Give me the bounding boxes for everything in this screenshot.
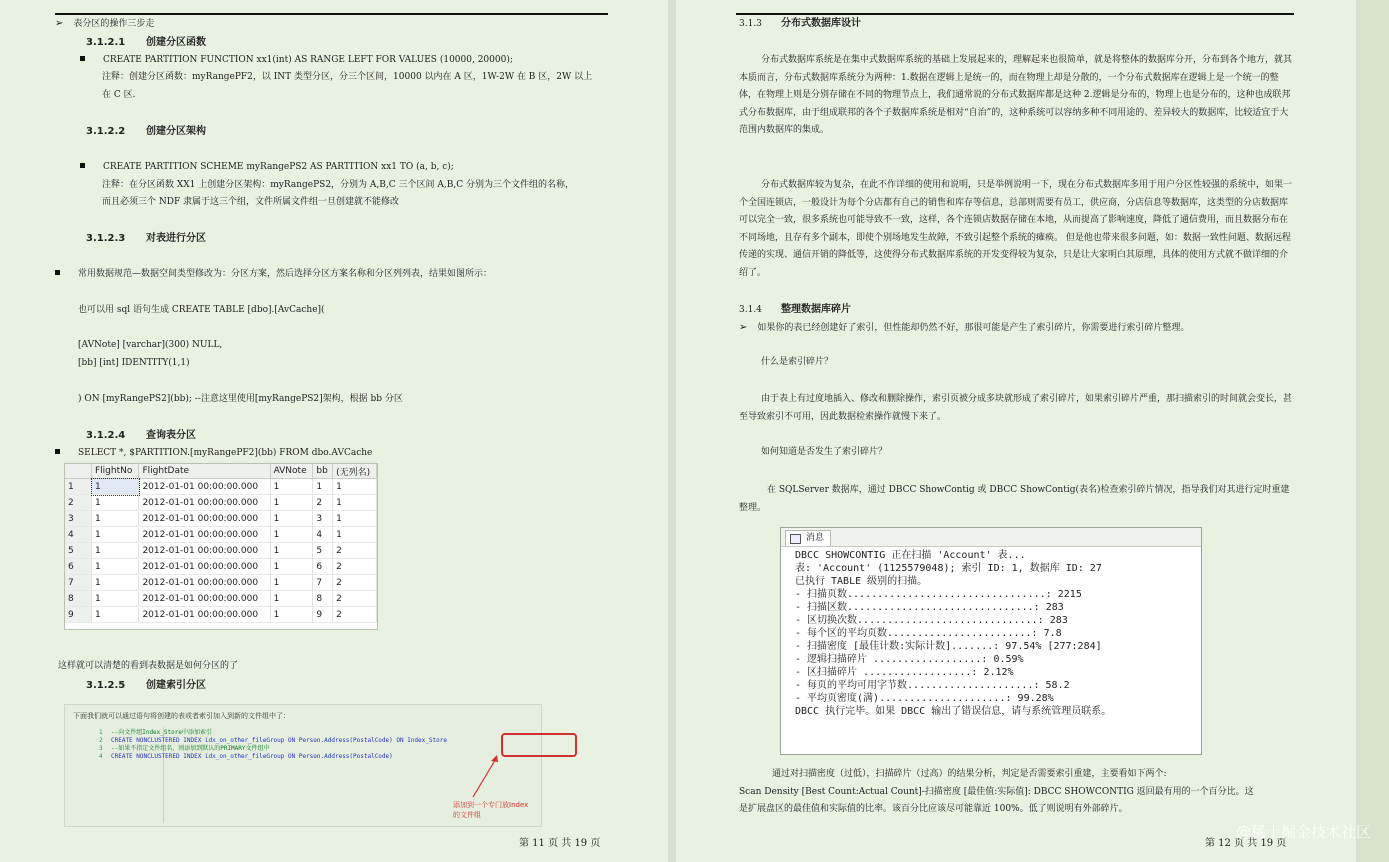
paragraph: 由于表上有过度地插入、修改和删除操作，索引页被分成多块就形成了索引碎片，如果索引碎片严重，那扫描索引的时间就会变长，甚至导致索引不可用，因此数据检索操作就慢下来了。 <box>739 394 1293 422</box>
grid-cell[interactable]: 2012-01-01 00:00:00.000 <box>139 479 270 495</box>
grid-cell[interactable]: 2012-01-01 00:00:00.000 <box>139 543 270 559</box>
grid-cell[interactable]: 8 <box>313 591 333 607</box>
grid-cell[interactable]: 1 <box>92 495 139 511</box>
message-line: DBCC 执行完毕。如果 DBCC 输出了错误信息，请与系统管理员联系。 <box>795 706 1112 717</box>
table-row[interactable] <box>65 511 377 527</box>
table-row[interactable] <box>65 527 377 543</box>
grid-cell[interactable]: 9 <box>313 607 333 623</box>
table-row[interactable] <box>65 575 377 591</box>
grid-cell[interactable]: 1 <box>333 527 377 543</box>
grid-cell[interactable]: 1 <box>333 495 377 511</box>
square-bullet-icon <box>55 449 60 454</box>
grid-cell[interactable]: 1 <box>270 479 313 495</box>
grid-cell[interactable]: 1 <box>92 511 139 527</box>
messages-window <box>780 527 1202 755</box>
create-partition-scheme-stmt: CREATE PARTITION SCHEME myRangePS2 AS PARTITION xx1 TO (a, b, c); <box>80 161 454 174</box>
grid-cell[interactable]: 2 <box>333 559 377 575</box>
grid-cell[interactable]: 1 <box>270 559 313 575</box>
row-number[interactable]: 3 <box>65 511 92 527</box>
row-number[interactable]: 7 <box>65 575 92 591</box>
message-line: - 平均页密度(满).....................: 99.28% <box>795 693 1054 704</box>
grid-cell[interactable]: 2 <box>333 591 377 607</box>
grid-cell[interactable]: 7 <box>313 575 333 591</box>
section-heading-3-1-3: 3.1.3 分布式数据库设计 <box>739 18 861 29</box>
table-row[interactable] <box>65 591 377 607</box>
grid-header-cell[interactable]: (无列名) <box>333 464 377 479</box>
message-line: - 扫描页数.................................: 2215 <box>795 589 1082 600</box>
grid-cell[interactable]: 1 <box>270 607 313 623</box>
grid-cell[interactable]: 2012-01-01 00:00:00.000 <box>139 559 270 575</box>
row-number[interactable]: 5 <box>65 543 92 559</box>
defrag-bullet: ➢ 如果你的表已经创建好了索引，但性能却仍然不好，那很可能是产生了索引碎片，你需要进行索引碎片整理。 <box>739 322 1190 333</box>
grid-cell[interactable]: 2012-01-01 00:00:00.000 <box>139 495 270 511</box>
grid-cell[interactable]: 2012-01-01 00:00:00.000 <box>139 591 270 607</box>
grid-cell[interactable]: 6 <box>313 559 333 575</box>
grid-cell[interactable]: 2 <box>333 543 377 559</box>
message-line: - 逻辑扫描碎片 ..................: 0.59% <box>795 654 1024 665</box>
page-footer: 第 11 页 共 19 页 <box>519 838 601 849</box>
message-line: DBCC SHOWCONTIG 正在扫描 'Account' 表... <box>795 550 1026 561</box>
sql-line: [bb] [int] IDENTITY(1,1) <box>78 358 190 368</box>
message-line: 已执行 TABLE 级别的扫描。 <box>795 576 928 587</box>
message-line: - 区切换次数..............................: 283 <box>795 615 1068 626</box>
partition-table-bullet: 常用数据规范—数据空间类型修改为：分区方案，然后选择分区方案名称和分区列列表，结果如图所示： <box>55 268 492 281</box>
note-line: 注释：创建分区函数：myRangePF2，以 INT 类型分区，分三个区间，10000 以内在 A 区，1W-2W 在 B 区，2W 以上 <box>102 72 593 82</box>
table-row[interactable] <box>65 495 377 511</box>
message-icon <box>790 534 801 544</box>
grid-cell[interactable]: 1 <box>333 511 377 527</box>
message-line: - 扫描密度 [最佳计数:实际计数].......: 97.54% [277:284] <box>795 641 1102 652</box>
question: 什么是索引碎片？ <box>761 357 834 367</box>
code-screenshot <box>64 704 542 827</box>
table-row[interactable] <box>65 559 377 575</box>
square-bullet-icon <box>80 56 85 61</box>
header-bullet: ➢ 表分区的操作三步走 <box>55 18 155 29</box>
section-heading-3-1-2-3: 3.1.2.3 对表进行分区 <box>86 233 206 244</box>
grid-cell[interactable]: 1 <box>313 479 333 495</box>
header-rule <box>55 13 608 15</box>
grid-header-cell[interactable]: FlightNo <box>92 464 139 479</box>
grid-cell[interactable]: 1 <box>92 527 139 543</box>
document-page-11 <box>0 0 668 862</box>
sql-line: ) ON [myRangePS2](bb); --注意这里使用[myRangePS2]架构，根据 bb 分区 <box>78 394 403 404</box>
create-partition-function-stmt: CREATE PARTITION FUNCTION xx1(int) AS RANGE LEFT FOR VALUES (10000, 20000); <box>80 54 513 67</box>
message-line: - 每个区的平均页数........................: 7.8 <box>795 628 1062 639</box>
square-bullet-icon <box>55 270 60 275</box>
grid-cell[interactable]: 2012-01-01 00:00:00.000 <box>139 527 270 543</box>
note-line: 注释：在分区函数 XX1 上创建分区架构：myRangePS2，分别为 A,B,C 三个区间 A,B,C 分别为三个文件组的名称， <box>102 180 574 190</box>
page-footer: 第 12 页 共 19 页 <box>1205 838 1287 849</box>
callout-note: 添加到一个专门放Index 的文件组 <box>453 801 529 819</box>
section-heading-3-1-2-1: 3.1.2.1 创建分区函数 <box>86 37 206 48</box>
code-line: 4 CREATE NONCLUSTERED INDEX idx_on_other_fileGroup ON Person.Address(PostalCode) <box>99 753 393 760</box>
grid-cell[interactable]: 1 <box>92 559 139 575</box>
grid-cell[interactable]: 2012-01-01 00:00:00.000 <box>139 575 270 591</box>
grid-cell[interactable]: 1 <box>92 543 139 559</box>
sql-line: [AVNote] [varchar](300) NULL, <box>78 340 223 350</box>
arrow-bullet-icon: ➢ <box>55 18 64 29</box>
code-caption: 下面我们就可以通过语句将创建的表或者索引加入到新的文件组中了： <box>73 712 290 720</box>
row-number[interactable]: 2 <box>65 495 92 511</box>
grid-cell[interactable]: 4 <box>313 527 333 543</box>
note-line: 在 C 区. <box>102 90 136 100</box>
row-number[interactable]: 4 <box>65 527 92 543</box>
paragraph: 分布式数据库较为复杂，在此不作详细的使用和说明，只是举例说明一下，现在分布式数据库多用于用户分区性较强的系统中，如果一个全国连锁店，一般设计为每个分店都有自己的销售和库存等信息，总部则需要有员工，供应商，分店信息等数据库，这类型的分店数据库可以完全一致，很多系统也可能导致不一致，这样，各个连锁店数据存储在本地，从而提高了影响速度，降低了通信费用，而且数据分布在不同场地，且存有多个副本，即使个别场地发生故障，不致引起整个系统的瘫痪。 但是他也带来很多问题，如：数据一致性问题、数据远程传递的实现、通信开销的降低等，这使得分布式数据库系统的开发变得较为复杂，只是让大家明白其原理，具体的使用方式就不做详细的介绍了。 <box>739 180 1293 278</box>
grid-cell[interactable]: 2012-01-01 00:00:00.000 <box>139 607 270 623</box>
row-number[interactable]: 1 <box>65 479 92 495</box>
table-row[interactable] <box>65 543 377 559</box>
section-heading-3-1-2-2: 3.1.2.2 创建分区架构 <box>86 126 206 137</box>
grid-cell[interactable]: 1 <box>92 479 139 495</box>
code-line: 3 --如果不指定文件组名，则添加到默认的PRIMARY文件组中 <box>99 745 270 752</box>
grid-cell[interactable]: 1 <box>270 527 313 543</box>
grid-header-cell[interactable]: bb <box>313 464 333 479</box>
message-line: 表: 'Account' (1125579048); 索引 ID: 1, 数据库 ID: 27 <box>795 563 1102 574</box>
grid-cell[interactable]: 2 <box>313 495 333 511</box>
paragraph: 分布式数据库系统是在集中式数据库系统的基础上发展起来的，理解起来也很简单，就是将整体的数据库分开，分布到各个地方，就其本质而言，分布式数据库系统分为两种：1.数据在逻辑上是统一的，而在物理上却是分散的，一个分布式数据库在逻辑上是一个统一的整体，在物理上则是分别存储在不同的物理节点上，我们通常说的分布式数据库都是这种 2.逻辑是分布的，物理上也是分布的，这种也成联邦式分布数据库，由于组成联邦的各个子数据库系统是相对“自治”的，这种系统可以容纳多种不同用途的、差异较大的数据库，比较适宜于大范围内数据库的集成。 <box>739 55 1293 136</box>
paragraph: 通过对扫描密度（过低），扫描碎片（过高）的结果分析，判定是否需要索引重建，主要看如下两个: <box>772 769 1167 779</box>
row-number[interactable]: 8 <box>65 591 92 607</box>
paragraph: 是扩展盘区的最佳值和实际值的比率。该百分比应该尽可能靠近 100%。低了则说明有外部碎片。 <box>739 804 1128 814</box>
square-bullet-icon <box>80 163 85 168</box>
section-heading-3-1-2-5: 3.1.2.5 创建索引分区 <box>86 680 206 691</box>
grid-cell[interactable]: 1 <box>92 591 139 607</box>
table-row[interactable] <box>65 607 377 623</box>
code-line: 1 --向文件组Index_Store中添加索引 <box>99 729 212 736</box>
message-line: - 区扫描碎片 ..................: 2.12% <box>795 667 1014 678</box>
grid-cell[interactable]: 2 <box>333 607 377 623</box>
grid-header-cell[interactable]: AVNote <box>270 464 313 479</box>
header-rule <box>736 13 1294 15</box>
table-row[interactable] <box>65 479 377 495</box>
sql-line: 也可以用 sql 语句生成 CREATE TABLE [dbo].[AvCache]( <box>78 305 325 315</box>
section-heading-3-1-2-4: 3.1.2.4 查询表分区 <box>86 430 196 441</box>
grid-cell[interactable]: 3 <box>313 511 333 527</box>
code-line: 2 CREATE NONCLUSTERED INDEX idx_on_other_fileGroup ON Person.Address(PostalCode) ON Index_Store <box>99 737 447 744</box>
row-number[interactable]: 9 <box>65 607 92 623</box>
grid-cell[interactable]: 1 <box>333 479 377 495</box>
grid-cell[interactable]: 1 <box>270 591 313 607</box>
messages-tabbar <box>781 528 1201 547</box>
grid-cell[interactable]: 1 <box>92 607 139 623</box>
paragraph: Scan Density [Best Count:Actual Count]-扫描密度 [最佳值:实际值]: DBCC SHOWCONTIG 返回最有用的一个百分比。这 <box>739 787 1254 797</box>
question: 如何知道是否发生了索引碎片？ <box>761 447 888 457</box>
grid-cell[interactable]: 1 <box>270 575 313 591</box>
tab-messages[interactable]: 消息 <box>785 530 831 546</box>
results-grid <box>64 463 378 630</box>
grid-cell[interactable]: 5 <box>313 543 333 559</box>
paragraph: 在 SQLServer 数据库，通过 DBCC ShowContig 或 DBCC ShowContig(表名)检查索引碎片情况，指导我们对其进行定时重建整理。 <box>739 485 1290 513</box>
row-number[interactable]: 6 <box>65 559 92 575</box>
grid-header-cell[interactable] <box>65 464 92 479</box>
arrow-bullet-icon: ➢ <box>739 322 748 333</box>
section-heading-3-1-4: 3.1.4 整理数据库碎片 <box>739 304 851 315</box>
grid-cell[interactable]: 1 <box>270 495 313 511</box>
message-line: - 每页的平均可用字节数.....................: 58.2 <box>795 680 1070 691</box>
grid-cell[interactable]: 1 <box>270 511 313 527</box>
messages-output <box>795 549 1111 718</box>
message-line: - 扫描区数...............................: 283 <box>795 602 1064 613</box>
after-grid-text: 这样就可以清楚的看到表数据是如何分区的了 <box>58 661 239 671</box>
grid-cell[interactable]: 1 <box>92 575 139 591</box>
note-line: 而且必须三个 NDF 隶属于这三个组，文件所属文件组一旦创建就不能修改 <box>102 197 400 207</box>
grid-cell[interactable]: 2 <box>333 575 377 591</box>
watermark: @稀土掘金技术社区 <box>1235 823 1371 841</box>
grid-cell[interactable]: 2012-01-01 00:00:00.000 <box>139 511 270 527</box>
grid-header-cell[interactable]: FlightDate <box>139 464 270 479</box>
select-partition-stmt: SELECT *, $PARTITION.[myRangePF2](bb) FROM dbo.AVCache <box>55 447 372 460</box>
grid-cell[interactable]: 1 <box>270 543 313 559</box>
